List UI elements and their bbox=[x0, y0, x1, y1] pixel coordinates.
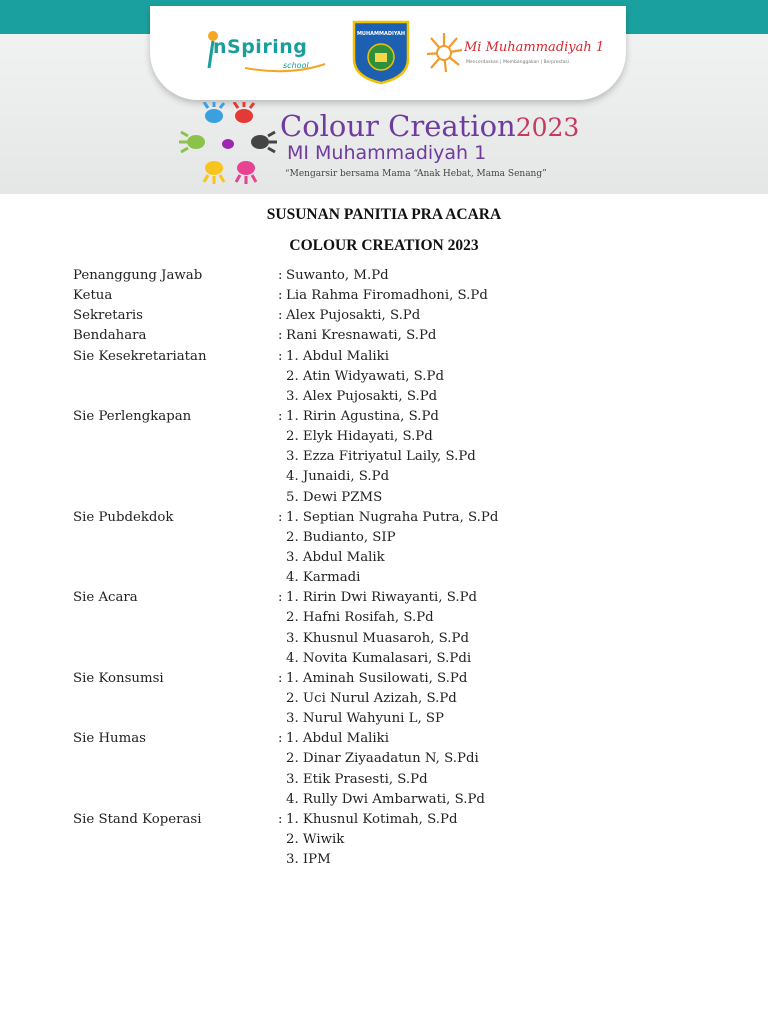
committee-row bbox=[73, 427, 693, 447]
colon-separator: : bbox=[278, 348, 283, 364]
inspiring-school-logo bbox=[205, 24, 335, 79]
committee-member bbox=[278, 629, 469, 649]
committee-member bbox=[278, 669, 467, 689]
committee-row bbox=[73, 709, 693, 729]
committee-row bbox=[73, 790, 693, 810]
member-name: 1. Khusnul Kotimah, S.Pd bbox=[286, 811, 458, 827]
committee-member bbox=[278, 528, 396, 548]
member-name: 1. Septian Nugraha Putra, S.Pd bbox=[286, 509, 499, 525]
member-name: 3. IPM bbox=[286, 852, 331, 868]
committee-row bbox=[73, 810, 693, 830]
committee-member bbox=[278, 830, 344, 850]
member-name: Suwanto, M.Pd bbox=[286, 268, 389, 283]
committee-row bbox=[73, 367, 693, 387]
committee-role: Sie Humas bbox=[73, 731, 146, 747]
header-banner bbox=[0, 0, 768, 194]
colourful-hands-icon bbox=[178, 102, 278, 186]
committee-row bbox=[73, 850, 693, 870]
member-name: 1. Abdul Maliki bbox=[286, 731, 389, 747]
committee-member bbox=[278, 588, 477, 608]
member-name: 2. Wiwik bbox=[286, 831, 345, 847]
banner-motto: “Mengarsir bersama Mama “Anak Hebat, Mama Senang” bbox=[285, 169, 547, 179]
logo-card bbox=[150, 6, 626, 100]
committee-member bbox=[278, 488, 382, 508]
committee-row bbox=[73, 548, 693, 568]
inspiring-logo-subtext: school bbox=[283, 61, 309, 70]
committee-row bbox=[73, 508, 693, 528]
committee-member bbox=[278, 649, 471, 669]
sun-emblem-icon bbox=[426, 30, 466, 76]
committee-row bbox=[73, 306, 693, 326]
member-name: 2. Uci Nurul Azizah, S.Pd bbox=[286, 690, 457, 706]
member-name: Rani Kresnawati, S.Pd bbox=[286, 328, 437, 344]
member-name: 2. Hafni Rosifah, S.Pd bbox=[286, 610, 434, 626]
committee-role: Sie Konsumsi bbox=[73, 670, 164, 686]
committee-row bbox=[73, 407, 693, 427]
committee-row bbox=[73, 467, 693, 487]
committee-role: Sekretaris bbox=[73, 308, 143, 324]
colon-separator: : bbox=[278, 811, 283, 827]
colour-creation-title-text: Colour Creation bbox=[280, 109, 516, 143]
committee-role: Ketua bbox=[73, 288, 113, 304]
banner-school-name: MI Muhammadiyah 1 bbox=[287, 142, 487, 164]
committee-role: Sie Acara bbox=[73, 590, 138, 606]
committee-row bbox=[73, 286, 693, 306]
committee-row bbox=[73, 749, 693, 769]
member-name: Lia Rahma Firomadhoni, S.Pd bbox=[286, 288, 488, 304]
inspiring-logo-text: nSpiring bbox=[213, 36, 308, 58]
committee-row bbox=[73, 488, 693, 508]
committee-member bbox=[278, 286, 488, 306]
member-name: 4. Junaidi, S.Pd bbox=[286, 469, 390, 485]
member-name: 4. Rully Dwi Ambarwati, S.Pd bbox=[286, 791, 485, 807]
colour-creation-year: 2023 bbox=[515, 113, 580, 142]
colon-separator: : bbox=[278, 288, 283, 304]
colour-creation-title bbox=[280, 109, 580, 143]
committee-member bbox=[278, 467, 389, 487]
committee-member bbox=[278, 790, 485, 810]
member-name: 3. Nurul Wahyuni L, SP bbox=[286, 711, 444, 727]
member-name: 3. Abdul Malik bbox=[286, 549, 385, 565]
committee-member bbox=[278, 266, 389, 286]
committee-role: Bendahara bbox=[73, 328, 147, 344]
colon-separator: : bbox=[278, 590, 283, 606]
shield-icon bbox=[351, 19, 411, 85]
committee-member bbox=[278, 447, 476, 467]
committee-row bbox=[73, 649, 693, 669]
committee-member bbox=[278, 568, 360, 588]
committee-row bbox=[73, 568, 693, 588]
mi-logo-title: Mi Muhammadiyah 1 bbox=[464, 40, 605, 55]
member-name: Alex Pujosakti, S.Pd bbox=[286, 308, 421, 324]
committee-member bbox=[278, 810, 457, 830]
committee-role: Sie Perlengkapan bbox=[73, 408, 192, 424]
committee-row bbox=[73, 689, 693, 709]
member-name: 1. Ririn Agustina, S.Pd bbox=[286, 408, 439, 424]
school-seal-logo bbox=[351, 19, 411, 85]
mi-muhammadiyah-logo bbox=[426, 30, 616, 76]
member-name: 3. Alex Pujosakti, S.Pd bbox=[286, 388, 438, 404]
committee-member bbox=[278, 608, 434, 628]
document-heading: SUSUNAN PANITIA PRA ACARA bbox=[266, 206, 502, 223]
committee-row bbox=[73, 347, 693, 367]
committee-member bbox=[278, 407, 439, 427]
member-name: 3. Ezza Fitriyatul Laily, S.Pd bbox=[286, 449, 476, 465]
committee-role: Penanggung Jawab bbox=[73, 268, 203, 283]
committee-row bbox=[73, 447, 693, 467]
seal-text: MUHAMMADIYAH bbox=[356, 31, 406, 37]
committee-row bbox=[73, 729, 693, 749]
committee-member bbox=[278, 548, 385, 568]
committee-member bbox=[278, 387, 437, 407]
member-name: 1. Aminah Susilowati, S.Pd bbox=[286, 670, 468, 686]
committee-member bbox=[278, 306, 420, 326]
member-name: 1. Abdul Maliki bbox=[286, 348, 389, 364]
committee-member bbox=[278, 850, 331, 870]
colon-separator: : bbox=[278, 308, 283, 324]
member-name: 5. Dewi PZMS bbox=[286, 489, 383, 505]
member-name: 2. Elyk Hidayati, S.Pd bbox=[286, 429, 433, 445]
committee-member bbox=[278, 749, 479, 769]
committee-role: Sie Kesekretariatan bbox=[73, 348, 207, 364]
mi-logo-tagline: Mencerdaskan | Membanggakan | Berprestasi bbox=[466, 60, 570, 65]
committee-member bbox=[278, 367, 444, 387]
committee-row bbox=[73, 326, 693, 346]
committee-member bbox=[278, 427, 433, 447]
committee-row bbox=[73, 629, 693, 649]
member-name: 4. Novita Kumalasari, S.Pdi bbox=[286, 650, 472, 666]
committee-member bbox=[278, 770, 428, 790]
committee-role: Sie Stand Koperasi bbox=[73, 811, 202, 827]
committee-roster bbox=[73, 266, 693, 870]
committee-member bbox=[278, 326, 436, 346]
member-name: 3. Khusnul Muasaroh, S.Pd bbox=[286, 630, 469, 646]
document-subheading: COLOUR CREATION 2023 bbox=[289, 237, 479, 254]
member-name: 4. Karmadi bbox=[286, 570, 361, 586]
committee-row bbox=[73, 770, 693, 790]
colon-separator: : bbox=[278, 408, 283, 424]
colon-separator: : bbox=[278, 509, 283, 525]
member-name: 2. Dinar Ziyaadatun N, S.Pdi bbox=[286, 751, 479, 767]
colon-separator: : bbox=[278, 268, 283, 283]
colon-separator: : bbox=[278, 670, 283, 686]
committee-row bbox=[73, 387, 693, 407]
committee-member bbox=[278, 347, 389, 367]
member-name: 2. Atin Widyawati, S.Pd bbox=[286, 368, 444, 384]
member-name: 2. Budianto, SIP bbox=[286, 529, 396, 545]
committee-row bbox=[73, 608, 693, 628]
committee-row bbox=[73, 528, 693, 548]
committee-member bbox=[278, 508, 498, 528]
committee-row bbox=[73, 266, 693, 286]
committee-member bbox=[278, 709, 444, 729]
committee-role: Sie Pubdekdok bbox=[73, 509, 174, 525]
committee-row bbox=[73, 588, 693, 608]
member-name: 3. Etik Prasesti, S.Pd bbox=[286, 771, 428, 787]
committee-member bbox=[278, 729, 389, 749]
committee-row bbox=[73, 830, 693, 850]
committee-row bbox=[73, 669, 693, 689]
member-name: 1. Ririn Dwi Riwayanti, S.Pd bbox=[286, 590, 478, 606]
colon-separator: : bbox=[278, 731, 283, 747]
colon-separator: : bbox=[278, 328, 283, 344]
committee-member bbox=[278, 689, 457, 709]
